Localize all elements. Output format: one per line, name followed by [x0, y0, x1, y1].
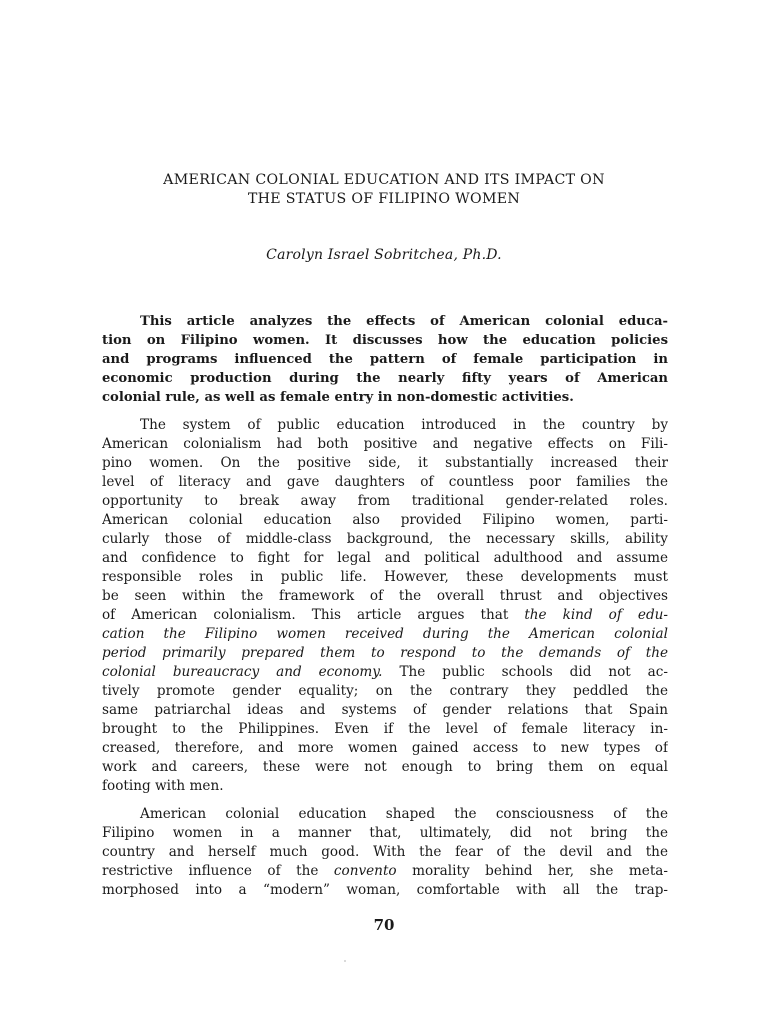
body-paragraph-3 — [102, 805, 668, 900]
text-line: responsible roles in public life. However, these developments must — [102, 569, 668, 585]
text-line: brought to the Philippines. Even if the level of female literacy in- — [102, 721, 668, 737]
text-line: work and careers, these were not enough to bring them on equal — [102, 759, 668, 775]
text-line: pino women. On the positive side, it substantially increased their — [102, 455, 668, 471]
text-line: tively promote gender equality; on the contrary they peddled the — [102, 683, 668, 699]
italic-run: colonial bureaucracy and economy. — [102, 664, 383, 680]
abstract-line: and programs influenced the pattern of female participation in — [102, 352, 668, 367]
abstract-line: This article analyzes the effects of American colonial educa- — [140, 314, 668, 329]
text-run: The public schools did not ac- — [382, 664, 668, 680]
abstract-paragraph — [102, 312, 668, 407]
text-line: American colonial education shaped the consciousness of the — [140, 806, 668, 822]
scan-speck — [344, 960, 346, 962]
text-line — [102, 862, 668, 881]
text-line: footing with men. — [102, 778, 224, 794]
text-line: same patriarchal ideas and systems of gender relations that Spain — [102, 702, 668, 718]
title-line-1: AMERICAN COLONIAL EDUCATION AND ITS IMPACT ON — [163, 172, 605, 188]
text-line: period primarily prepared them to respond to the demands of the — [102, 645, 668, 661]
text-line: be seen within the framework of the overall thrust and objectives — [102, 588, 668, 604]
article-title — [100, 171, 668, 209]
text-run: of American colonialism. This article argues that — [102, 607, 525, 623]
body-paragraph-2 — [102, 416, 668, 796]
page-number: 70 — [373, 916, 395, 934]
text-line: and confidence to fight for legal and political adulthood and assume — [102, 550, 668, 566]
text-line: morphosed into a “modern” woman, comfortable with all the trap- — [102, 882, 668, 898]
text-run: restrictive influence of the — [102, 863, 334, 879]
text-line: opportunity to break away from traditional gender-related roles. — [102, 493, 668, 509]
text-line: Filipino women in a manner that, ultimately, did not bring the — [102, 825, 668, 841]
text-line: cularly those of middle-class background, the necessary skills, ability — [102, 531, 668, 547]
text-line: creased, therefore, and more women gained access to new types of — [102, 740, 668, 756]
text-line: level of literacy and gave daughters of countless poor families the — [102, 474, 668, 490]
text-line: cation the Filipino women received during the American colonial — [102, 626, 668, 642]
abstract-line: economic production during the nearly fifty years of American — [102, 371, 668, 386]
italic-run: convento — [333, 863, 397, 879]
text-line: American colonialism had both positive and negative effects on Fili- — [102, 436, 668, 452]
italic-run: the kind of edu- — [524, 607, 668, 623]
text-line — [102, 663, 668, 682]
title-line-2: THE STATUS OF FILIPINO WOMEN — [247, 191, 521, 207]
text-run: morality behind her, she meta- — [396, 863, 668, 879]
text-line: The system of public education introduced in the country by — [140, 417, 668, 433]
abstract-line: colonial rule, as well as female entry in non-domestic activities. — [102, 390, 574, 405]
abstract-line: tion on Filipino women. It discusses how the education policies — [102, 333, 668, 348]
text-line — [102, 606, 668, 625]
text-line: country and herself much good. With the fear of the devil and the — [102, 844, 668, 860]
author-byline: Carolyn Israel Sobritchea, Ph.D. — [266, 247, 502, 263]
text-line: American colonial education also provided Filipino women, parti- — [102, 512, 668, 528]
